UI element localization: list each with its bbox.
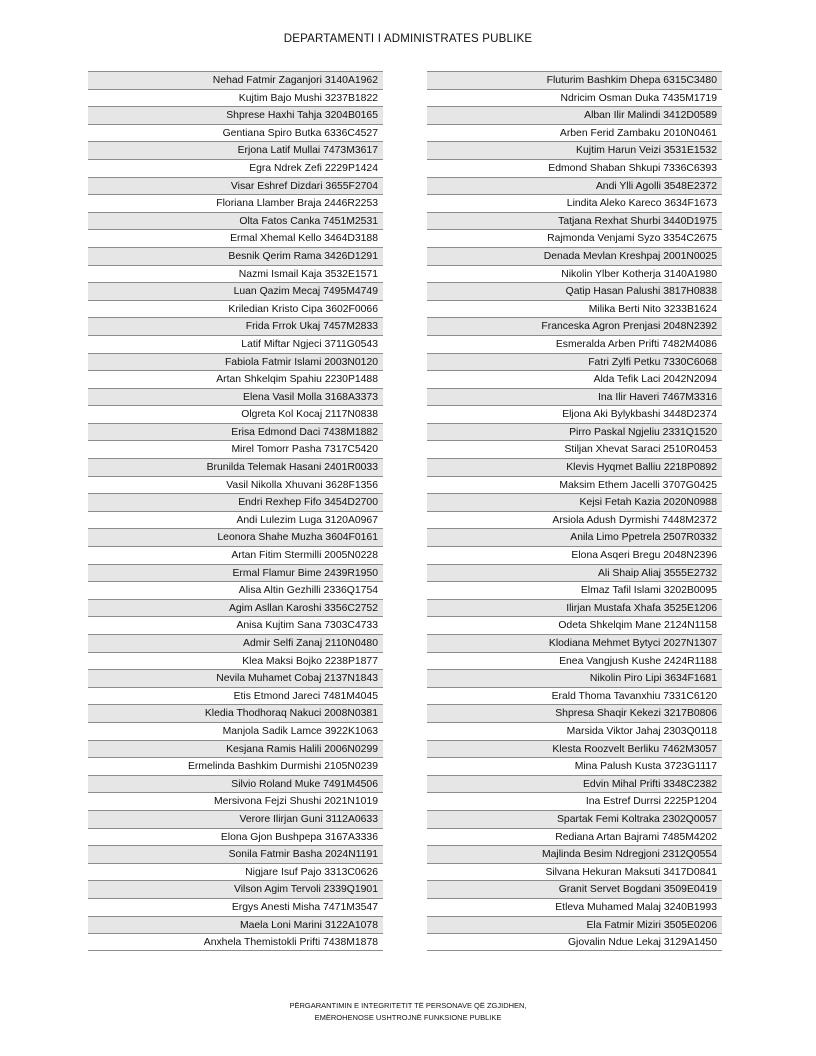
footer-line-1: PËRGARANTIMIN E INTEGRITETIT TË PERSONAVE QË ZGJIDHEN, — [289, 1001, 527, 1010]
list-row: Artan Fitim Stermilli 2005N0228 — [88, 546, 383, 564]
list-row: Granit Servet Bogdani 3509E0419 — [427, 880, 722, 898]
list-row: Brunilda Telemak Hasani 2401R0033 — [88, 458, 383, 476]
page-title: DEPARTAMENTI I ADMINISTRATES PUBLIKE — [283, 33, 533, 45]
list-row: Leonora Shahe Muzha 3604F0161 — [88, 528, 383, 546]
list-row: Silvio Roland Muke 7491M4506 — [88, 775, 383, 793]
list-row: Lindita Aleko Kareco 3634F1673 — [427, 194, 722, 212]
list-row: Alisa Altin Gezhilli 2336Q1754 — [88, 581, 383, 599]
list-row: Endri Rexhep Fifo 3454D2700 — [88, 493, 383, 511]
list-row: Kujtim Bajo Mushi 3237B1822 — [88, 89, 383, 107]
list-row: Gentiana Spiro Butka 6336C4527 — [88, 124, 383, 142]
list-row: Denada Mevlan Kreshpaj 2001N0025 — [427, 247, 722, 265]
list-row: Edmond Shaban Shkupi 7336C6393 — [427, 159, 722, 177]
list-row: Eljona Aki Bylykbashi 3448D2374 — [427, 405, 722, 423]
list-row: Kujtim Harun Veizi 3531E1532 — [427, 141, 722, 159]
list-row: Ina Estref Durrsi 2225P1204 — [427, 792, 722, 810]
right-name-list — [427, 71, 722, 951]
list-row: Ergys Anesti Misha 7471M3547 — [88, 898, 383, 916]
list-row: Nazmi Ismail Kaja 3532E1571 — [88, 265, 383, 283]
list-row: Edvin Mihal Prifti 3348C2382 — [427, 775, 722, 793]
footer-line-2: EMËROHENOSE USHTROJNË FUNKSIONE PUBLIKE — [314, 1013, 502, 1022]
list-row: Franceska Agron Prenjasi 2048N2392 — [427, 317, 722, 335]
list-row: Pirro Paskal Ngjeliu 2331Q1520 — [427, 423, 722, 441]
list-row: Fabiola Fatmir Islami 2003N0120 — [88, 353, 383, 371]
list-row: Kesjana Ramis Halili 2006N0299 — [88, 740, 383, 758]
list-row: Ina Ilir Haveri 7467M3316 — [427, 388, 722, 406]
list-row: Elona Asqeri Bregu 2048N2396 — [427, 546, 722, 564]
list-row: Elena Vasil Molla 3168A3373 — [88, 388, 383, 406]
list-row: Rediana Artan Bajrami 7485M4202 — [427, 828, 722, 846]
page-footer — [0, 1000, 816, 1024]
list-row: Frida Frrok Ukaj 7457M2833 — [88, 317, 383, 335]
list-row: Etleva Muhamed Malaj 3240B1993 — [427, 898, 722, 916]
list-row: Spartak Femi Koltraka 2302Q0057 — [427, 810, 722, 828]
list-row: Alban Ilir Malindi 3412D0589 — [427, 106, 722, 124]
list-row: Olta Fatos Canka 7451M2531 — [88, 212, 383, 230]
list-row: Kriledian Kristo Cipa 3602F0066 — [88, 300, 383, 318]
list-row: Kejsi Fetah Kazia 2020N0988 — [427, 493, 722, 511]
list-row: Erjona Latif Mullai 7473M3617 — [88, 141, 383, 159]
list-row: Nevila Muhamet Cobaj 2137N1843 — [88, 669, 383, 687]
list-row: Alda Tefik Laci 2042N2094 — [427, 370, 722, 388]
list-row: Ali Shaip Aliaj 3555E2732 — [427, 564, 722, 582]
list-row: Agim Asllan Karoshi 3356C2752 — [88, 599, 383, 617]
list-row: Olgreta Kol Kocaj 2117N0838 — [88, 405, 383, 423]
list-row: Andi Lulezim Luga 3120A0967 — [88, 511, 383, 529]
list-row: Shpresa Shaqir Kekezi 3217B0806 — [427, 704, 722, 722]
list-row: Ermal Xhemal Kello 3464D3188 — [88, 229, 383, 247]
list-row: Anxhela Themistokli Prifti 7438M1878 — [88, 933, 383, 951]
list-row: Ilirjan Mustafa Xhafa 3525E1206 — [427, 599, 722, 617]
list-row: Sonila Fatmir Basha 2024N1191 — [88, 845, 383, 863]
list-row: Visar Eshref Dizdari 3655F2704 — [88, 177, 383, 195]
list-row: Etis Etmond Jareci 7481M4045 — [88, 687, 383, 705]
list-row: Elmaz Tafil Islami 3202B0095 — [427, 581, 722, 599]
list-row: Nikolin Piro Lipi 3634F1681 — [427, 669, 722, 687]
list-row: Fluturim Bashkim Dhepa 6315C3480 — [427, 71, 722, 89]
list-row: Vasil Nikolla Xhuvani 3628F1356 — [88, 476, 383, 494]
list-row: Klevis Hyqmet Balliu 2218P0892 — [427, 458, 722, 476]
list-row: Fatri Zylfi Petku 7330C6068 — [427, 353, 722, 371]
list-row: Manjola Sadik Lamce 3922K1063 — [88, 722, 383, 740]
list-row: Mina Palush Kusta 3723G1117 — [427, 757, 722, 775]
list-row: Admir Selfi Zanaj 2110N0480 — [88, 634, 383, 652]
list-row: Erald Thoma Tavanxhiu 7331C6120 — [427, 687, 722, 705]
list-row: Mersivona Fejzi Shushi 2021N1019 — [88, 792, 383, 810]
list-row: Esmeralda Arben Prifti 7482M4086 — [427, 335, 722, 353]
list-row: Nikolin Ylber Kotherja 3140A1980 — [427, 265, 722, 283]
list-row: Rajmonda Venjami Syzo 3354C2675 — [427, 229, 722, 247]
left-name-list — [88, 71, 383, 951]
list-row: Arben Ferid Zambaku 2010N0461 — [427, 124, 722, 142]
list-row: Klea Maksi Bojko 2238P1877 — [88, 652, 383, 670]
list-row: Anila Limo Ppetrela 2507R0332 — [427, 528, 722, 546]
list-row: Luan Qazim Mecaj 7495M4749 — [88, 282, 383, 300]
list-row: Vilson Agim Tervoli 2339Q1901 — [88, 880, 383, 898]
list-row: Klesta Roozvelt Berliku 7462M3057 — [427, 740, 722, 758]
list-row: Ela Fatmir Miziri 3505E0206 — [427, 916, 722, 934]
list-row: Latif Miftar Ngjeci 3711G0543 — [88, 335, 383, 353]
list-row: Erisa Edmond Daci 7438M1882 — [88, 423, 383, 441]
list-row: Besnik Qerim Rama 3426D1291 — [88, 247, 383, 265]
list-row: Gjovalin Ndue Lekaj 3129A1450 — [427, 933, 722, 951]
list-row: Marsida Viktor Jahaj 2303Q0118 — [427, 722, 722, 740]
list-row: Klodiana Mehmet Bytyci 2027N1307 — [427, 634, 722, 652]
list-row: Elona Gjon Bushpepa 3167A3336 — [88, 828, 383, 846]
list-row: Nehad Fatmir Zaganjori 3140A1962 — [88, 71, 383, 89]
list-row: Artan Shkelqim Spahiu 2230P1488 — [88, 370, 383, 388]
list-row: Ermelinda Bashkim Durmishi 2105N0239 — [88, 757, 383, 775]
list-row: Verore Ilirjan Guni 3112A0633 — [88, 810, 383, 828]
list-row: Tatjana Rexhat Shurbi 3440D1975 — [427, 212, 722, 230]
list-row: Arsiola Adush Dyrmishi 7448M2372 — [427, 511, 722, 529]
list-row: Kledia Thodhoraq Nakuci 2008N0381 — [88, 704, 383, 722]
list-row: Enea Vangjush Kushe 2424R1188 — [427, 652, 722, 670]
list-row: Maksim Ethem Jacelli 3707G0425 — [427, 476, 722, 494]
list-row: Majlinda Besim Ndregjoni 2312Q0554 — [427, 845, 722, 863]
list-row: Anisa Kujtim Sana 7303C4733 — [88, 616, 383, 634]
list-row: Milika Berti Nito 3233B1624 — [427, 300, 722, 318]
list-row: Floriana Llamber Braja 2446R2253 — [88, 194, 383, 212]
list-row: Nigjare Isuf Pajo 3313C0626 — [88, 863, 383, 881]
list-row: Odeta Shkelqim Mane 2124N1158 — [427, 616, 722, 634]
list-row: Qatip Hasan Palushi 3817H0838 — [427, 282, 722, 300]
list-row: Shprese Haxhi Tahja 3204B0165 — [88, 106, 383, 124]
list-row: Ndricim Osman Duka 7435M1719 — [427, 89, 722, 107]
list-row: Egra Ndrek Zefi 2229P1424 — [88, 159, 383, 177]
list-row: Silvana Hekuran Maksuti 3417D0841 — [427, 863, 722, 881]
list-row: Stiljan Xhevat Saraci 2510R0453 — [427, 440, 722, 458]
list-row: Ermal Flamur Bime 2439R1950 — [88, 564, 383, 582]
list-row: Maela Loni Marini 3122A1078 — [88, 916, 383, 934]
list-row: Mirel Tomorr Pasha 7317C5420 — [88, 440, 383, 458]
list-row: Andi Ylli Agolli 3548E2372 — [427, 177, 722, 195]
